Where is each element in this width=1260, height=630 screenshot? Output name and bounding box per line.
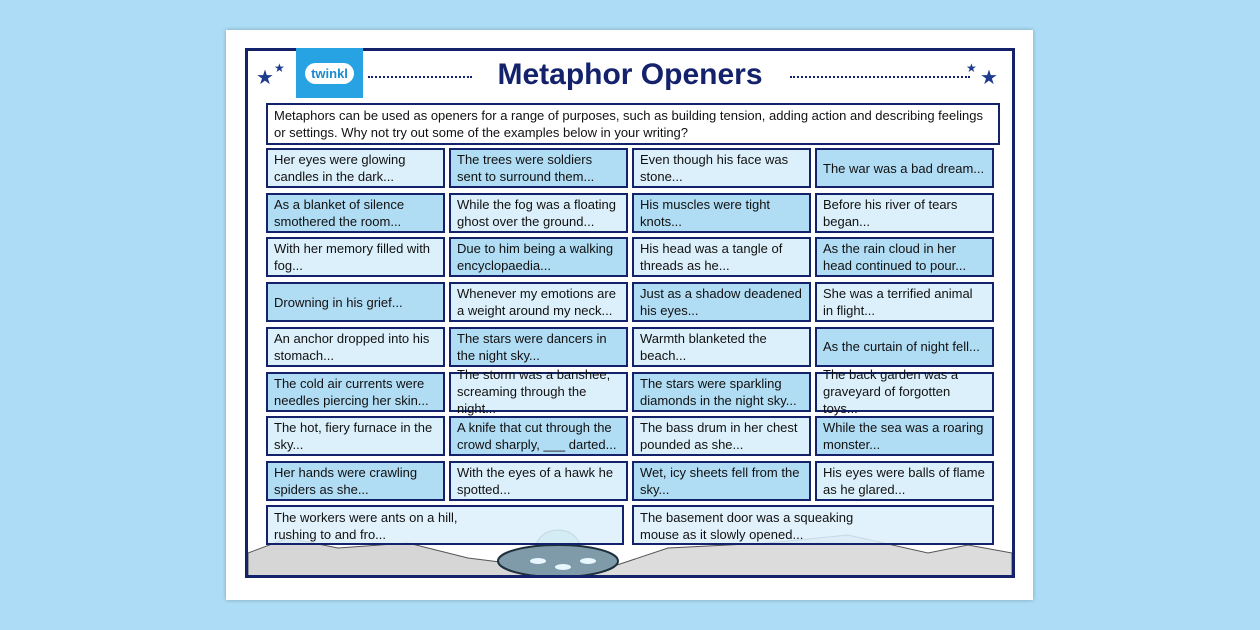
opener-cell: Just as a shadow deadened his eyes... [632,282,811,322]
star-icon: ★ [966,61,977,75]
dotted-divider [368,76,472,78]
opener-cell: The war was a bad dream... [815,148,994,188]
opener-cell-wide: The workers were ants on a hill, rushing to and fro... [266,505,624,545]
opener-cell: As the rain cloud in her head continued to pour... [815,237,994,277]
opener-cell-wide: The basement door was a squeaking mouse as it slowly opened... [632,505,994,545]
opener-cell: His eyes were balls of flame as he glared... [815,461,994,501]
opener-cell: Before his river of tears began... [815,193,994,233]
opener-cell: Drowning in his grief... [266,282,445,322]
opener-cell: While the sea was a roaring monster... [815,416,994,456]
opener-cell: The storm was a banshee, screaming through the night... [449,372,628,412]
opener-cell: Whenever my emotions are a weight around my neck... [449,282,628,322]
star-icon: ★ [256,67,274,89]
opener-cell: His muscles were tight knots... [632,193,811,233]
opener-cell: The cold air currents were needles piercing her skin... [266,372,445,412]
star-icon: ★ [980,67,998,89]
opener-cell: While the fog was a floating ghost over the ground... [449,193,628,233]
opener-cell: The trees were soldiers sent to surround them... [449,148,628,188]
opener-cell: An anchor dropped into his stomach... [266,327,445,367]
intro-text: Metaphors can be used as openers for a range of purposes, such as building tension, adding action and describing feelings or settings. Why not try out some of the examples below in your writing? [266,103,1000,145]
twinkl-logo: twinkl [296,48,363,98]
opener-cell: Even though his face was stone... [632,148,811,188]
page-title: Metaphor Openers [497,58,763,91]
opener-cell: Her eyes were glowing candles in the dark... [266,148,445,188]
opener-cell: The hot, fiery furnace in the sky... [266,416,445,456]
opener-cell: As the curtain of night fell... [815,327,994,367]
star-icon: ★ [274,61,285,75]
dotted-divider [790,76,970,78]
opener-cell: Warmth blanketed the beach... [632,327,811,367]
opener-cell: The back garden was a graveyard of forgotten toys... [815,372,994,412]
opener-cell: The stars were dancers in the night sky... [449,327,628,367]
opener-cell: The stars were sparkling diamonds in the night sky... [632,372,811,412]
opener-cell: She was a terrified animal in flight... [815,282,994,322]
opener-cell: The bass drum in her chest pounded as she... [632,416,811,456]
opener-cell: Due to him being a walking encyclopaedia... [449,237,628,277]
opener-cell: With her memory filled with fog... [266,237,445,277]
opener-cell: A knife that cut through the crowd sharply, ___ darted... [449,416,628,456]
opener-cell: As a blanket of silence smothered the room... [266,193,445,233]
opener-cell: His head was a tangle of threads as he... [632,237,811,277]
opener-cell: Wet, icy sheets fell from the sky... [632,461,811,501]
opener-cell: Her hands were crawling spiders as she... [266,461,445,501]
opener-cell: With the eyes of a hawk he spotted... [449,461,628,501]
